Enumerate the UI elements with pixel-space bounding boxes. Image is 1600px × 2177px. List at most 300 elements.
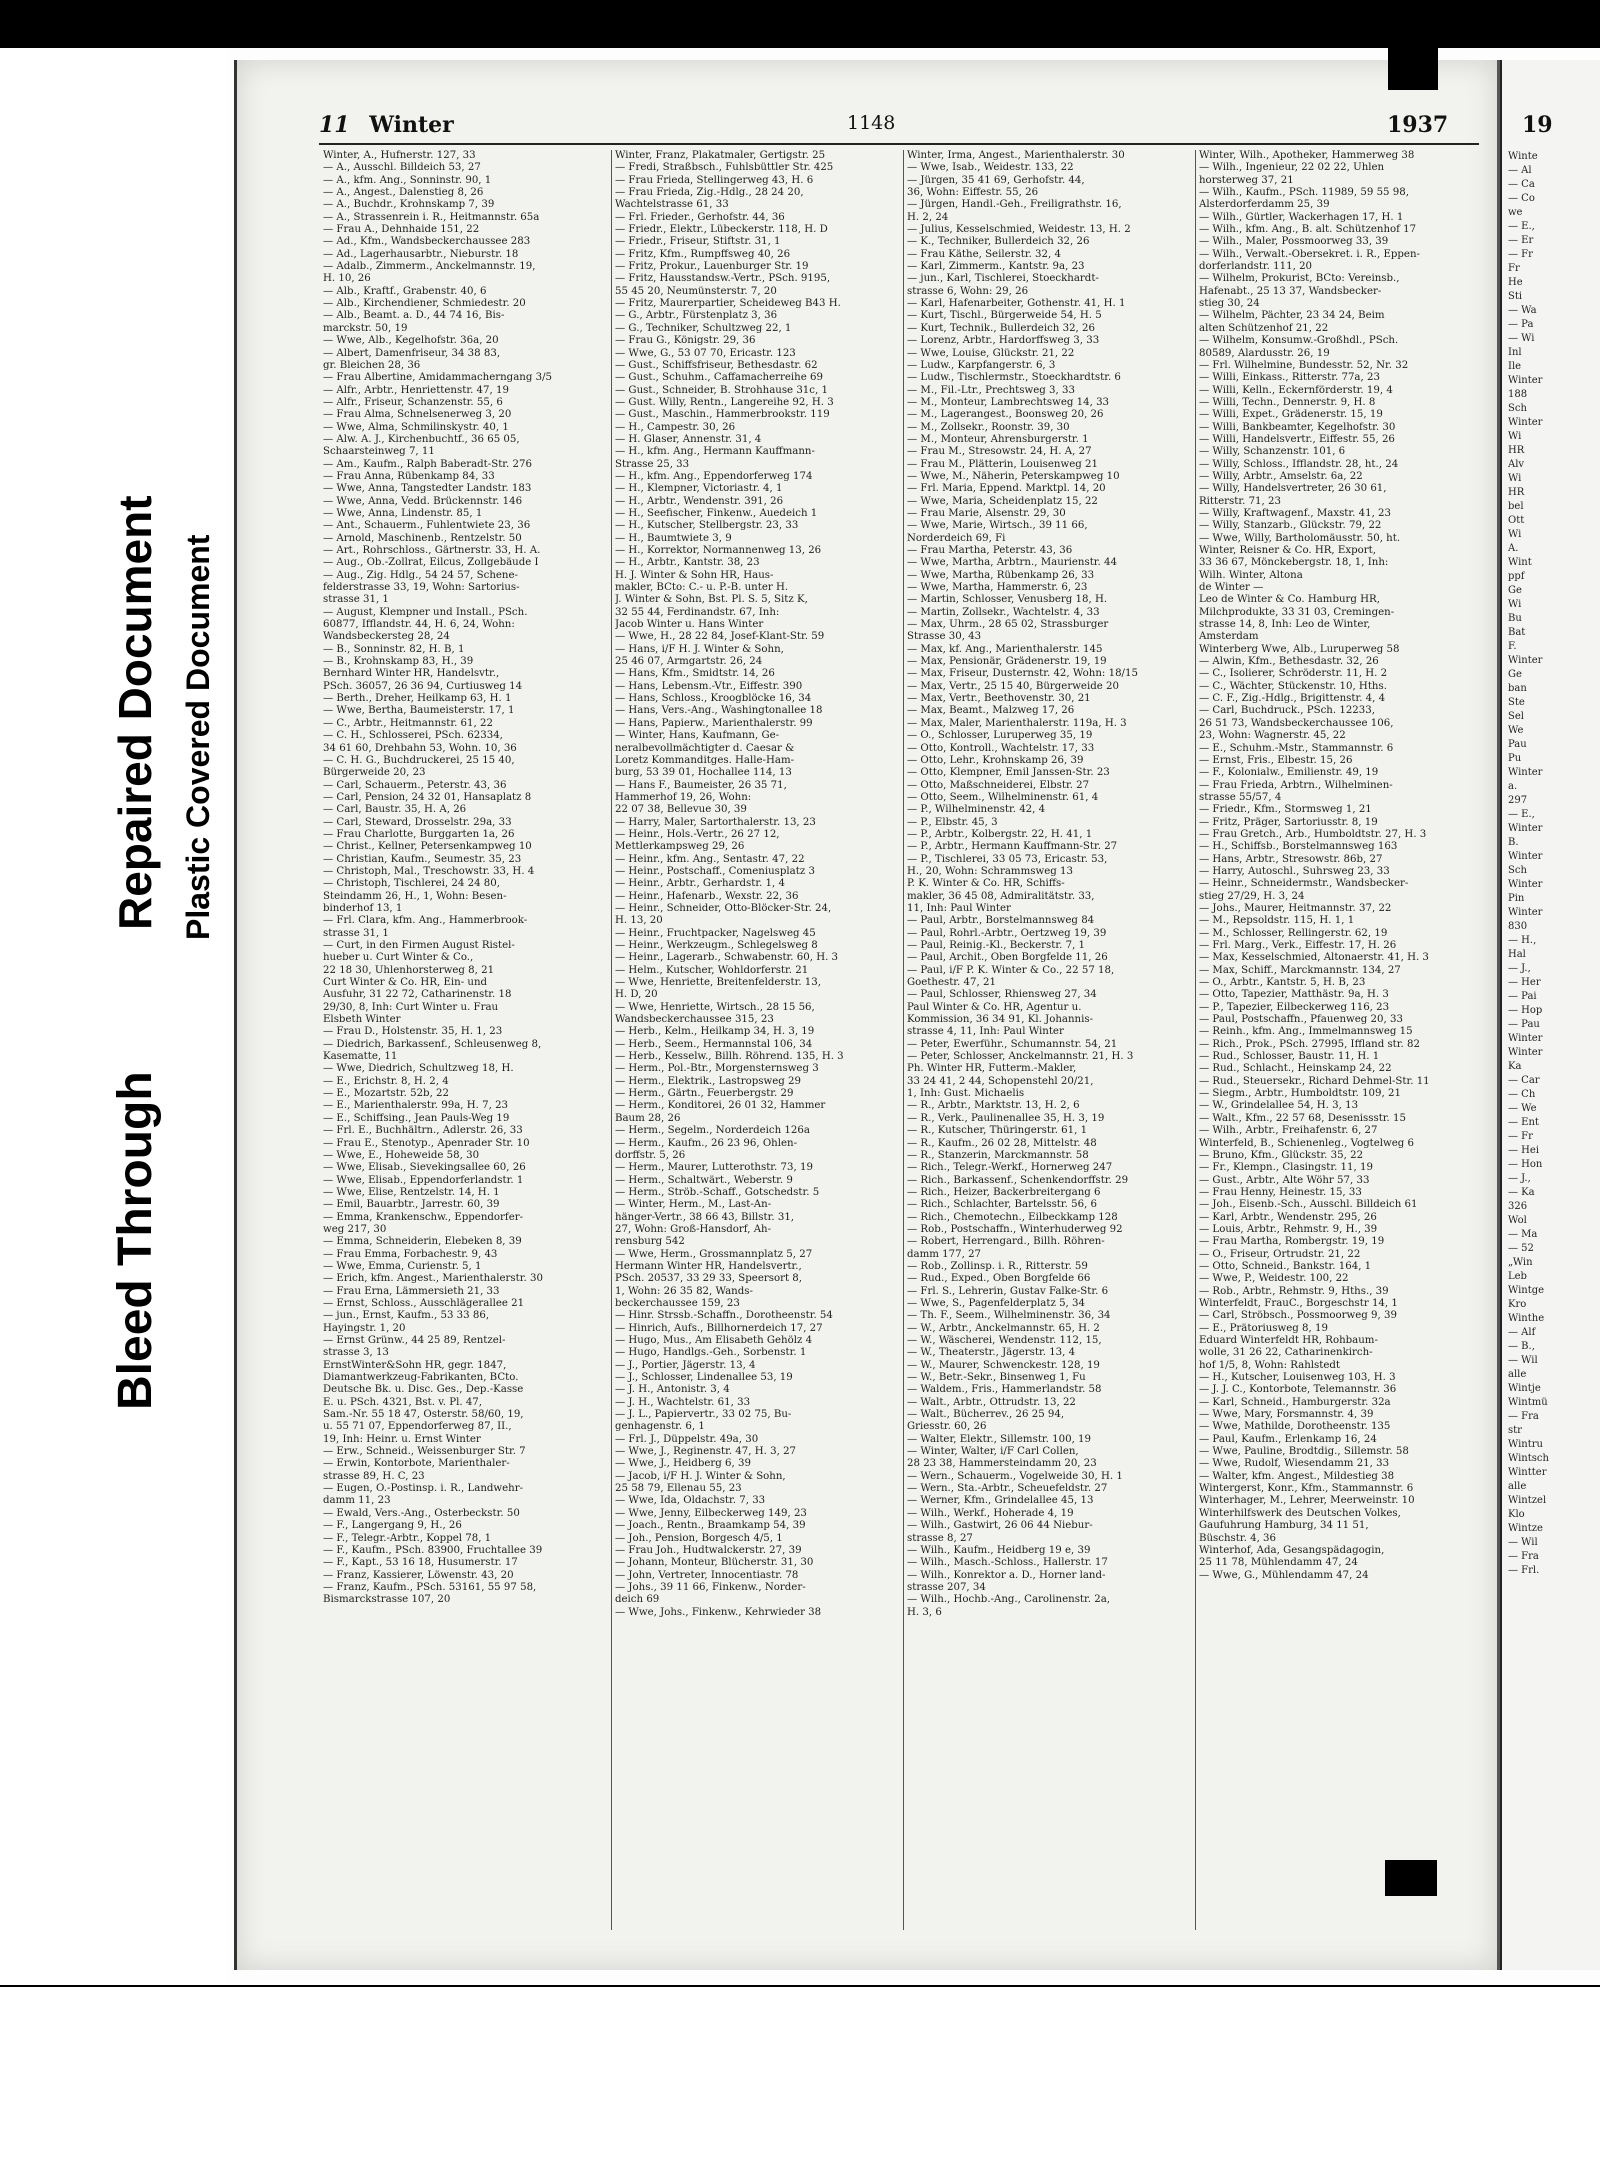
listing-entry-line: — Heinr., Werkzeugm., Schlegelsweg 8	[615, 940, 818, 951]
listing-entry-line: — C. F., Zig.-Hdlg., Brigittenstr. 4, 4	[1199, 693, 1386, 705]
listing-entry-line: Winter, Reisner & Co. HR, Export,	[1199, 545, 1376, 556]
adjacent-entry-fragment: Winter	[1508, 767, 1543, 778]
listing-entry-line: Bürgerweide 20, 23	[323, 767, 426, 779]
listing-entry-line: — Herb., Kesselw., Billh. Röhrend. 135, H. 3	[615, 1051, 844, 1063]
listing-entry-line: — Hans, Vers.-Ang., Washingtonallee 18	[615, 705, 823, 717]
listing-entry-line: ErnstWinter&Sohn HR, gegr. 1847,	[323, 1359, 507, 1371]
listing-entry-line: — Carl, Pension, 24 32 01, Hansaplatz 8	[323, 791, 532, 803]
listing-entry-line: — Paul, i/F P. K. Winter & Co., 22 57 18,	[907, 964, 1115, 976]
adjacent-entry-fragment: — Pa	[1508, 319, 1534, 330]
listing-entry-line: — Frau Erna, Lämmersieth 21, 33	[323, 1285, 500, 1297]
adjacent-entry-fragment: Hal	[1508, 949, 1526, 960]
listing-entry-line: — Th. F., Seem., Wilhelminenstr. 36, 34	[907, 1310, 1111, 1322]
listing-entry-line: — E., Marienthalerstr. 99a, H. 7, 23	[323, 1100, 509, 1112]
listing-entry-line: — Alb., Kirchendiener, Schmiedestr. 20	[323, 298, 526, 310]
listing-entry-line: — Otto, Maßschneiderei, Elbstr. 27	[907, 779, 1090, 791]
listing-entry-line: — Gust., Arbtr., Alte Wöhr 57, 33	[1199, 1174, 1370, 1186]
listing-entry-line: — Rich., Heizer, Backerbreitergang 6	[907, 1186, 1101, 1198]
listing-entry-line: — Willy, Schanzenstr. 101, 6	[1199, 446, 1346, 458]
listing-entry-line: — A., kfm. Ang., Sonninstr. 90, 1	[323, 174, 492, 186]
listing-entry-line: — H., Arbtr., Kantstr. 38, 23	[615, 557, 760, 569]
listing-entry-line: — Christoph, Mal., Treschowstr. 33, H. 4	[323, 865, 535, 877]
listing-entry-line: — Lorenz, Arbtr., Hardorffsweg 3, 33	[907, 335, 1100, 347]
listing-entry-line: — Alb., Kraftf., Grabenstr. 40, 6	[323, 285, 487, 297]
listing-entry-line: — Rud., Schlacht., Heinskamp 24, 22	[1199, 1063, 1392, 1075]
adjacent-entry-fragment: alle	[1508, 1369, 1527, 1380]
adjacent-entry-fragment: Winter	[1508, 879, 1543, 890]
listing-entry-line: — J., Portier, Jägerstr. 13, 4	[615, 1359, 756, 1371]
listing-entry-line: — Herb., Kelm., Heilkamp 34, H. 3, 19	[615, 1026, 815, 1038]
listing-entry-line: — Wwe, Diedrich, Schultzweg 18, H.	[323, 1063, 514, 1075]
listing-entry-line: — Paul, Postschaffn., Pfauenweg 20, 33	[1199, 1014, 1403, 1026]
adjacent-entry-fragment: Pu	[1508, 753, 1522, 764]
listing-entry-line: — B., Krohnskamp 83, H., 39	[323, 656, 474, 668]
listing-entry-line: — Rud., Schlosser, Baustr. 11, H. 1	[1199, 1051, 1380, 1063]
listing-entry-line: — P., Arbtr., Kolbergstr. 22, H. 41, 1	[907, 828, 1093, 840]
listing-entry-line: — R., Kutscher, Thüringerstr. 61, 1	[907, 1125, 1088, 1137]
listing-entry-line: — Wwe, Martha, Hammerstr. 6, 23	[907, 582, 1088, 594]
adjacent-entry-fragment: — E.,	[1508, 809, 1535, 820]
listing-entry-line: P. K. Winter & Co. HR, Schiffs-	[907, 878, 1065, 890]
adjacent-entry-fragment: str	[1508, 1425, 1522, 1436]
page-header-left	[319, 112, 454, 142]
adjacent-entry-fragment: Sti	[1508, 291, 1523, 302]
listing-entry-line: 33 24 41, 2 44, Schopenstehl 20/21,	[907, 1075, 1094, 1087]
listing-column-2	[615, 150, 895, 1950]
listing-entry-line: — Paul, Reinig.-Kl., Beckerstr. 7, 1	[907, 940, 1086, 951]
listing-entry-line: — Wern., Sta.-Arbtr., Scheuefeldstr. 27	[907, 1483, 1108, 1495]
listing-entry-line: — Louis, Arbtr., Rehmstr. 9, H., 39	[1199, 1223, 1378, 1235]
listing-entry-line: — Hugo, Mus., Am Elisabeth Gehölz 4	[615, 1335, 813, 1346]
listing-entry-line: — Rich., Barkassenf., Schenkendorffstr. 29	[907, 1174, 1129, 1186]
listing-entry-line: — H., kfm. Ang., Eppendorferweg 174	[615, 470, 813, 482]
listing-entry-line: — Willy, Schloss., Ifflandstr. 28, ht., 24	[1199, 458, 1399, 470]
listing-entry-line: — Wwe, Mary, Forsmannstr. 4, 39	[1199, 1409, 1374, 1421]
adjacent-entry-fragment: Klo	[1508, 1509, 1525, 1520]
listing-entry-line: H. D, 20	[615, 989, 658, 1001]
listing-entry-line: — Aug., Zig. Hdlg., 54 24 57, Schene-	[323, 569, 518, 581]
listing-entry-line: — Frau Martha, Peterstr. 43, 36	[907, 545, 1073, 556]
adjacent-entry-fragment: Wol	[1508, 1215, 1527, 1226]
listing-entry-line: — Rich., Chemotechn., Eilbeckkamp 128	[907, 1211, 1118, 1223]
listing-entry-line: — J., Schlosser, Lindenallee 53, 19	[615, 1372, 793, 1384]
listing-entry-line: — J. L., Papiervertr., 33 02 75, Bu-	[615, 1409, 792, 1421]
listing-entry-line: strasse 8, 27	[907, 1532, 973, 1544]
listing-entry-line: — R., Kaufm., 26 02 28, Mittelstr. 48	[907, 1137, 1097, 1149]
listing-entry-line: — Christoph, Tischlerei, 24 24 80,	[323, 878, 500, 890]
listing-entry-line: Winterhilfswerk des Deutschen Volkes,	[1199, 1507, 1401, 1519]
adjacent-entry-fragment: — E.,	[1508, 221, 1535, 232]
listing-entry-line: — Wwe, Alb., Kegelhofstr. 36a, 20	[323, 335, 499, 347]
adjacent-entry-fragment: — B.,	[1508, 1341, 1535, 1352]
listing-entry-line: Kasematte, 11	[323, 1051, 398, 1063]
listing-entry-line: — Erwin, Kontorbote, Marienthaler-	[323, 1458, 510, 1470]
adjacent-entry-fragment: 188	[1508, 389, 1528, 400]
listing-entry-line: — M., Repsoldstr. 115, H. 1, 1	[1199, 915, 1355, 927]
adjacent-entry-fragment: 830	[1508, 921, 1528, 932]
adjacent-entry-fragment: Wi	[1508, 473, 1522, 484]
page-number: 1148	[847, 112, 896, 134]
adjacent-entry-fragment: Bu	[1508, 613, 1522, 624]
listing-entry-line: — Fritz, Präger, Sartoriusstr. 8, 19	[1199, 816, 1378, 828]
listing-entry-line: 60877, Ifflandstr. 44, H. 6, 24, Wohn:	[323, 619, 515, 631]
listing-entry-line: — Friedr., Elektr., Lübeckerstr. 118, H. D	[615, 224, 828, 236]
listing-entry-line: — Diedrich, Barkassenf., Schleusenweg 8,	[323, 1038, 542, 1050]
listing-entry-line: — Wwe, Bertha, Baumeisterstr. 17, 1	[323, 705, 515, 717]
adjacent-entry-fragment: Ka	[1508, 1061, 1522, 1072]
adjacent-entry-fragment: Ste	[1508, 697, 1525, 708]
listing-entry-line: — Wilh., Kaufm., Heidberg 19 e, 39	[907, 1544, 1091, 1556]
listing-entry-line: — Frau Frieda, Zig.-Hdlg., 28 24 20,	[615, 187, 804, 199]
listing-entry-line: Amsterdam	[1199, 631, 1259, 643]
listing-entry-line: strasse 55/57, 4	[1199, 791, 1282, 803]
listing-entry-line: — Albert, Damenfriseur, 34 38 83,	[323, 347, 501, 359]
adjacent-entry-fragment: — Hop	[1508, 1005, 1543, 1016]
listing-entry-line: — Otto, Kontroll., Wachtelstr. 17, 33	[907, 742, 1095, 754]
adjacent-entry-fragment: Kro	[1508, 1299, 1527, 1310]
listing-entry-line: — Gust., Schuhm., Caffamacherreihe 69	[615, 372, 823, 384]
listing-entry-line: — F., Telegr.-Arbtr., Koppel 78, 1	[323, 1532, 492, 1544]
adjacent-entry-fragment: Ge	[1508, 585, 1522, 596]
adjacent-entry-fragment: — We	[1508, 1103, 1537, 1114]
listing-entry-line: — Hans F., Baumeister, 26 35 71,	[615, 779, 787, 791]
listing-entry-line: 22 07 38, Bellevue 30, 39	[615, 804, 747, 816]
listing-entry-line: — Wwe, Jenny, Eilbeckerweg 149, 23	[615, 1507, 807, 1519]
listing-entry-line: — Wilh., Hochb.-Ang., Carolinenstr. 2a,	[907, 1594, 1111, 1606]
listing-entry-line: — Wilhelm, Prokurist, BCto: Vereinsb.,	[1199, 273, 1400, 285]
listing-entry-line: — H., Klempner, Victoriastr. 4, 1	[615, 483, 783, 495]
adjacent-entry-fragment: Ile	[1508, 361, 1522, 372]
adjacent-entry-fragment: — Ca	[1508, 179, 1535, 190]
adjacent-entry-fragment: Sch	[1508, 865, 1527, 876]
listing-entry-line: 33 36 67, Mönckebergstr. 18, 1, Inh:	[1199, 557, 1389, 569]
listing-entry-line: — Berth., Dreher, Heilkamp 63, H. 1	[323, 693, 512, 705]
listing-entry-line: — Kurt, Technik., Bullerdeich 32, 26	[907, 322, 1095, 334]
listing-entry-line: — Max, Vertr., Beethovenstr. 30, 21	[907, 693, 1091, 705]
listing-entry-line: Winterhof, Ada, Gesangspädagogin,	[1199, 1544, 1385, 1556]
listing-entry-line: — E., Prätoriusweg 8, 19	[1199, 1322, 1328, 1334]
listing-entry-line: — Heinr., Postschaff., Comeniusplatz 3	[615, 865, 815, 877]
adjacent-entry-fragment: — Wi	[1508, 333, 1535, 344]
listing-entry-line: — W., Grindelallee 54, H. 3, 13	[1199, 1100, 1359, 1112]
listing-entry-line: — Johs., Maurer, Heitmannstr. 37, 22	[1199, 902, 1392, 914]
listing-entry-line: — Paul, Schlosser, Rhiensweg 27, 34	[907, 989, 1097, 1001]
listing-entry-line: strasse 207, 34	[907, 1581, 986, 1593]
listing-entry-line: — Wwe, Elisab., Eppendorferlandstr. 1	[323, 1174, 524, 1186]
listing-entry-line: — Willi, Techn., Dennerstr. 9, H. 8	[1199, 396, 1376, 408]
listing-entry-line: — Herm., Pol.-Btr., Morgensternsweg 3	[615, 1063, 819, 1075]
listing-entry-line: — Wwe, Martha, Rübenkamp 26, 33	[907, 569, 1095, 581]
listing-entry-line: Ph. Winter HR, Futterm.-Makler,	[907, 1063, 1077, 1075]
listing-entry-line: horsterweg 37, 21	[1199, 174, 1294, 186]
listing-entry-line: — Frau Käthe, Seilerstr. 32, 4	[907, 248, 1061, 260]
listing-entry-line: — H. Glaser, Annenstr. 31, 4	[615, 433, 762, 445]
listing-entry-line: — Fritz, Kfm., Rumpffsweg 40, 26	[615, 248, 791, 260]
listing-entry-line: — Hans, i/F H. J. Winter & Sohn,	[615, 643, 784, 655]
adjacent-entry-fragment: Winter	[1508, 823, 1543, 834]
adjacent-entry-fragment: Winte	[1508, 151, 1538, 162]
adjacent-entry-fragment: He	[1508, 277, 1523, 288]
adjacent-entry-fragment: Sel	[1508, 711, 1524, 722]
listing-entry-line: — Wilh., Werkf., Hoherade 4, 19	[907, 1507, 1074, 1519]
adjacent-entry-fragment: — Pau	[1508, 1019, 1540, 1030]
listing-entry-line: — Heinr., kfm. Ang., Sentastr. 47, 22	[615, 853, 805, 865]
listing-entry-line: — Hugo, Handlgs.-Geh., Sorbenstr. 1	[615, 1347, 807, 1359]
listing-entry-line: — J. H., Wachtelstr. 61, 33	[615, 1396, 751, 1408]
listing-entry-line: — Rich., Telegr.-Werkf., Hornerweg 247	[907, 1162, 1113, 1174]
listing-entry-line: — Otto, Lehr., Krohnskamp 26, 39	[907, 754, 1084, 766]
listing-entry-line: — Frau G., Königstr. 29, 36	[615, 335, 756, 347]
listing-entry-line: — H., Schiffsb., Borstelmannsweg 163	[1199, 841, 1398, 853]
listing-entry-line: — K., Techniker, Bullerdeich 32, 26	[907, 236, 1090, 248]
listing-entry-line: — Wwe, Emma, Curienstr. 5, 1	[323, 1260, 482, 1272]
listing-entry-line: — Wilh., Maler, Possmoorweg 33, 39	[1199, 236, 1389, 248]
adjacent-entry-fragment: Wi	[1508, 529, 1522, 540]
listing-entry-line: — P., Elbstr. 45, 3	[907, 816, 998, 828]
listing-entry-line: — Wwe, Mathilde, Dorotheenstr. 135	[1199, 1421, 1391, 1433]
listing-entry-line: — H., Seefischer, Finkenw., Auedeich 1	[615, 507, 818, 519]
listing-entry-line: — Ludw., Tischlermstr., Stoeckhardtstr. 6	[907, 372, 1121, 384]
listing-entry-line: — Emil, Bauarbtr., Jarrestr. 60, 39	[323, 1199, 500, 1211]
listing-entry-line: Ritterstr. 71, 23	[1199, 495, 1281, 507]
adjacent-entry-fragment: Wintsch	[1508, 1453, 1549, 1464]
listing-entry-line: — Arnold, Maschinenb., Rentzelstr. 50	[323, 532, 522, 544]
listing-entry-line: — Wwe, G., Mühlendamm 47, 24	[1199, 1569, 1369, 1581]
listing-entry-line: H. 2, 24	[907, 211, 949, 223]
listing-entry-line: — O., Arbtr., Kantstr. 5, H. B, 23	[1199, 977, 1366, 989]
listing-entry-line: 34 61 60, Drehbahn 53, Wohn. 10, 36	[323, 742, 517, 754]
adjacent-entry-fragment: A.	[1508, 543, 1519, 554]
listing-entry-line: — Martin, Schlosser, Venusberg 18, H.	[907, 594, 1108, 606]
listing-entry-line: — Rob., Postschaffn., Winterhuderweg 92	[907, 1223, 1123, 1235]
listing-entry-line: H. J. Winter & Sohn HR, Haus-	[615, 569, 774, 581]
listing-entry-line: rensburg 542	[615, 1236, 685, 1248]
listing-entry-line: Diamantwerkzeug-Fabrikanten, BCto.	[323, 1372, 519, 1384]
listing-entry-line: strasse 6, Wohn: 29, 26	[907, 285, 1029, 297]
listing-entry-line: — C., Isolierer, Schröderstr. 11, H. 2	[1199, 668, 1388, 680]
listing-entry-line: — J. H., Antonistr. 3, 4	[615, 1384, 730, 1396]
directory-page	[234, 60, 1500, 1970]
listing-entry-line: — Ewald, Vers.-Ang., Osterbeckstr. 50	[323, 1507, 520, 1519]
listing-entry-line: — Winter, Herm., M., Last-An-	[615, 1199, 772, 1211]
listing-entry-line: — Rob., Arbtr., Rehmstr. 9, Hths., 39	[1199, 1285, 1389, 1297]
listing-entry-line: — Paul, Kaufm., Erlenkamp 16, 24	[1199, 1433, 1377, 1445]
listing-entry-line: 11, Inh: Paul Winter	[907, 902, 1011, 914]
listing-entry-line: — Gust., Schneider, B. Strohhause 31c, 1	[615, 384, 828, 396]
listing-entry-line: — Wwe, E., Hoheweide 58, 30	[323, 1149, 480, 1161]
listing-entry-line: — Frau Henny, Heinestr. 15, 33	[1199, 1186, 1362, 1198]
listing-entry-line: — Am., Kaufm., Ralph Baberadt-Str. 276	[323, 458, 532, 470]
listing-entry-line: — Wwe, Henriette, Breitenfelderstr. 13,	[615, 977, 822, 989]
listing-entry-line: neralbevollmächtigter d. Caesar &	[615, 742, 795, 754]
listing-entry-line: — Otto, Seem., Wilhelminenstr. 61, 4	[907, 791, 1099, 803]
listing-entry-line: — Ernst, Schloss., Ausschlägerallee 21	[323, 1297, 525, 1309]
running-name: Winter	[369, 112, 454, 138]
listing-entry-line: E. u. PSch. 4321, Bst. v. Pl. 47,	[323, 1396, 483, 1408]
listing-entry-line: — Rich., Schlachter, Bartelsstr. 56, 6	[907, 1199, 1098, 1211]
listing-entry-line: — Fritz, Maurerpartier, Scheideweg B43 H.	[615, 298, 841, 310]
adjacent-entry-fragment: — J.,	[1508, 963, 1531, 974]
listing-entry-line: — Willy, Handelsvertreter, 26 30 61,	[1199, 483, 1387, 495]
listing-entry-line: Hayingstr. 1, 20	[323, 1322, 406, 1334]
scan-corner-mark	[1388, 48, 1438, 90]
listing-entry-line: 28 23 38, Hammersteindamm 20, 23	[907, 1458, 1097, 1470]
listing-entry-line: — Alwin, Kfm., Bethesdastr. 32, 26	[1199, 656, 1379, 668]
listing-entry-line: Wilh. Winter, Altona	[1199, 569, 1303, 581]
adjacent-entry-fragment: — Ma	[1508, 1229, 1538, 1240]
listing-entry-line: — Erich, kfm. Angest., Marienthalerstr. 30	[323, 1273, 543, 1285]
listing-entry-line: Steindamm 26, H., 1, Wohn: Besen-	[323, 890, 507, 902]
listing-entry-line: — Herm., Segelm., Norderdeich 126a	[615, 1125, 810, 1137]
listing-entry-line: 1, Inh: Gust. Michaelis	[907, 1088, 1025, 1100]
listing-entry-line: — Wilh., Kaufm., PSch. 11989, 59 55 98,	[1199, 187, 1409, 199]
listing-entry-line: — Willi, Handelsvertr., Eiffestr. 55, 26	[1199, 433, 1395, 445]
listing-entry-line: — Franz, Kassierer, Löwenstr. 43, 20	[323, 1569, 514, 1581]
listing-entry-line: — Wwe, Ida, Oldachstr. 7, 33	[615, 1495, 766, 1507]
listing-entry-line: — P., Tapezier, Eilbeckerweg 116, 23	[1199, 1001, 1390, 1013]
listing-entry-line: deich 69	[615, 1594, 660, 1606]
listing-entry-line: — Max, Friseur, Dusternstr. 42, Wohn: 18/15	[907, 668, 1138, 680]
listing-entry-line: — Erw., Schneid., Weissenburger Str. 7	[323, 1446, 526, 1458]
adjacent-entry-fragment: HR	[1508, 487, 1525, 498]
listing-entry-line: — Frl. Frieder., Gerhofstr. 44, 36	[615, 211, 785, 223]
listing-entry-line: Ausfuhr, 31 22 72, Catharinenstr. 18	[323, 989, 512, 1001]
listing-entry-line: — Reinh., kfm. Ang., Immelmannsweg 15	[1199, 1026, 1413, 1038]
listing-entry-line: strasse 31, 1	[323, 594, 389, 606]
listing-entry-line: — John, Vertreter, Innocentiastr. 78	[615, 1569, 799, 1581]
listing-entry-line: weg 217, 30	[323, 1223, 387, 1235]
listing-entry-line: — A., Buchdr., Krohnskamp 7, 39	[323, 199, 495, 211]
adjacent-entry-fragment: Winter	[1508, 1047, 1543, 1058]
listing-entry-line: — Fritz, Hausstandsw.-Vertr., PSch. 9195,	[615, 273, 831, 285]
listing-entry-line: — Frl. E., Buchhältrn., Adlerstr. 26, 33	[323, 1125, 523, 1137]
listing-entry-line: damm 177, 27	[907, 1248, 982, 1260]
listing-entry-line: — Joh., Eisenb.-Sch., Ausschl. Billdeich 61	[1199, 1199, 1418, 1211]
listing-entry-line: strasse 31, 1	[323, 927, 389, 939]
listing-entry-line: — P., Wilhelminenstr. 42, 4	[907, 804, 1046, 816]
listing-entry-line: 26 51 73, Wandsbeckerchaussee 106,	[1199, 717, 1394, 729]
adjacent-entry-fragment: Ott	[1508, 515, 1525, 526]
listing-entry-line: — Fr., Klempn., Clasingstr. 11, 19	[1199, 1162, 1373, 1174]
listing-entry-line: — Wwe, Elisab., Sievekingsallee 60, 26	[323, 1162, 526, 1174]
listing-entry-line: — Frl. Wilhelmine, Bundesstr. 52, Nr. 32	[1199, 359, 1409, 371]
listing-entry-line: — Frau Albertine, Amidammacherngang 3/5	[323, 372, 552, 384]
adjacent-entry-fragment: — Her	[1508, 977, 1541, 988]
adjacent-entry-fragment: — Fr	[1508, 249, 1533, 260]
adjacent-entry-fragment: Wi	[1508, 599, 1522, 610]
listing-entry-line: — Willi, Expet., Grädenerstr. 15, 19	[1199, 409, 1383, 421]
listing-entry-line: — P., Tischlerei, 33 05 73, Ericastr. 53,	[907, 853, 1108, 865]
header-rule	[319, 143, 1479, 145]
listing-entry-line: — J. J. C., Kontorbote, Telemannstr. 36	[1199, 1384, 1397, 1396]
listing-entry-line: — W., Betr.-Sekr., Binsenweg 1, Fu	[907, 1372, 1086, 1384]
adjacent-entry-fragment: Leb	[1508, 1271, 1527, 1282]
listing-entry-line: strasse 89, H. C, 23	[323, 1470, 425, 1482]
adjacent-entry-fragment: 297	[1508, 795, 1528, 806]
adjacent-entry-fragment: a.	[1508, 781, 1518, 792]
listing-entry-line: — Heinr., Schneider, Otto-Blöcker-Str. 24,	[615, 902, 832, 914]
adjacent-entry-fragment: bel	[1508, 501, 1524, 512]
adjacent-entry-fragment: Ge	[1508, 669, 1522, 680]
listing-entry-line: dorffstr. 5, 26	[615, 1149, 686, 1161]
listing-entry-line: burg, 53 39 01, Hochallee 114, 13	[615, 767, 792, 779]
listing-entry-line: damm 11, 23	[323, 1495, 391, 1507]
listing-entry-line: Winterhager, M., Lehrer, Meerweinstr. 10	[1199, 1495, 1415, 1507]
listing-entry-line: 25 58 79, Ellenau 55, 23	[615, 1483, 742, 1495]
listing-entry-line: — Carl, Ströbsch., Possmoorweg 9, 39	[1199, 1310, 1397, 1322]
listing-entry-line: — Aug., Ob.-Zollrat, Eilcus, Zollgebäude I	[323, 557, 539, 569]
adjacent-entry-fragment: Winter	[1508, 907, 1543, 918]
listing-entry-line: gr. Bleichen 28, 36	[323, 359, 421, 371]
listing-entry-line: — Peter, Schlosser, Anckelmannstr. 21, H. 3	[907, 1051, 1134, 1063]
listing-entry-line: — Wwe, Martha, Arbtrn., Maurienstr. 44	[907, 557, 1117, 569]
listing-entry-line: — Carl, Buchdruck., PSch. 12233,	[1199, 705, 1375, 717]
listing-entry-line: Wandsbeckerchaussee 315, 23	[615, 1014, 774, 1026]
listing-entry-line: Curt Winter & Co. HR, Ein- und	[323, 977, 488, 989]
listing-entry-line: — Walter, Elektr., Sillemstr. 100, 19	[907, 1433, 1092, 1445]
listing-entry-line: — Walt., Kfm., 22 57 68, Desenissstr. 15	[1199, 1112, 1406, 1124]
listing-entry-line: — Herm., Kaufm., 26 23 96, Ohlen-	[615, 1137, 798, 1149]
adjacent-entry-fragment: ban	[1508, 683, 1527, 694]
listing-entry-line: — Ernst Grünw., 44 25 89, Rentzel-	[323, 1335, 506, 1346]
listing-entry-line: — Max, Uhrm., 28 65 02, Strassburger	[907, 619, 1109, 631]
listing-entry-line: Bismarckstrasse 107, 20	[323, 1594, 451, 1606]
listing-entry-line: — Willy, Stanzarb., Glückstr. 79, 22	[1199, 520, 1382, 532]
adjacent-entry-fragment: „Win	[1508, 1257, 1533, 1268]
listing-entry-line: — Max, Vertr., 25 15 40, Bürgerweide 20	[907, 680, 1119, 692]
listing-entry-line: Schaarsteinweg 7, 11	[323, 446, 435, 458]
adjacent-entry-fragment: Winthe	[1508, 1313, 1545, 1324]
listing-entry-line: — Wwe, H., 28 22 84, Josef-Klant-Str. 59	[615, 631, 825, 643]
listing-entry-line: — Curt, in den Firmen August Ristel-	[323, 940, 515, 951]
listing-entry-line: — Hinr. Strssb.-Schaffn., Dorotheenstr. 54	[615, 1310, 833, 1322]
adjacent-entry-fragment: F.	[1508, 641, 1517, 652]
listing-entry-line: — Frl. Clara, kfm. Ang., Hammerbrook-	[323, 915, 528, 927]
adjacent-entry-fragment: — Co	[1508, 193, 1535, 204]
listing-entry-line: — Wwe, Maria, Scheidenplatz 15, 22	[907, 495, 1098, 507]
listing-entry-line: — Gust. Willy, Rentn., Langereihe 92, H. 3	[615, 396, 834, 408]
adjacent-entry-fragment: Winter	[1508, 851, 1543, 862]
listing-entry-line: — C., Wächter, Stückenstr. 10, Hths.	[1199, 680, 1387, 692]
adjacent-entry-fragment: Inl	[1508, 347, 1522, 358]
listing-entry-line: — G., Arbtr., Fürstenplatz 3, 36	[615, 310, 778, 322]
listing-entry-line: — Wwe, Marie, Wirtsch., 39 11 66,	[907, 520, 1088, 532]
listing-entry-line: PSch. 36057, 26 36 94, Curtiusweg 14	[323, 680, 523, 692]
adjacent-entry-fragment: Wi	[1508, 431, 1522, 442]
listing-entry-line: — F., Kaufm., PSch. 83900, Fruchtallee 39	[323, 1544, 543, 1556]
adjacent-entry-fragment: Pin	[1508, 893, 1525, 904]
listing-entry-line: — Heinr., Hols.-Vertr., 26 27 12,	[615, 828, 780, 840]
adjacent-page-fragment	[1500, 60, 1600, 1970]
listing-entry-line: — Gust., Maschin., Hammerbrookstr. 119	[615, 409, 830, 421]
listing-entry-line: — Wwe, Herm., Grossmannplatz 5, 27	[615, 1248, 813, 1260]
listing-entry-line: Wintergerst, Konr., Kfm., Stammannstr. 6	[1199, 1483, 1414, 1495]
listing-entry-line: — M., Monteur, Lambrechtsweg 14, 33	[907, 396, 1110, 408]
listing-entry-line: — Rud., Exped., Oben Borgfelde 66	[907, 1273, 1091, 1285]
adjacent-entry-fragment: ppf	[1508, 571, 1525, 582]
listing-entry-line: 22 18 30, Uhlenhorsterweg 8, 21	[323, 964, 495, 976]
listing-entry-line: Baum 28, 26	[615, 1112, 681, 1124]
listing-entry-line: — H., Korrektor, Normannenweg 13, 26	[615, 545, 822, 556]
adjacent-entry-fragment: — Fra	[1508, 1411, 1539, 1422]
listing-entry-line: H., 20, Wohn: Schrammsweg 13	[907, 865, 1073, 877]
listing-entry-line: Bernhard Winter HR, Handelsvtr.,	[323, 668, 500, 680]
column-divider	[903, 150, 904, 1930]
listing-entry-line: Winterfeldt, FrauC., Borgeschstr 14, 1	[1199, 1297, 1398, 1309]
adjacent-entry-fragment: — Alf	[1508, 1327, 1536, 1338]
listing-entry-line: — Wilh., Ingenieur, 22 02 22, Uhlen	[1199, 162, 1385, 174]
listing-entry-line: — Wwe, Anna, Vedd. Brückennstr. 146	[323, 495, 523, 507]
